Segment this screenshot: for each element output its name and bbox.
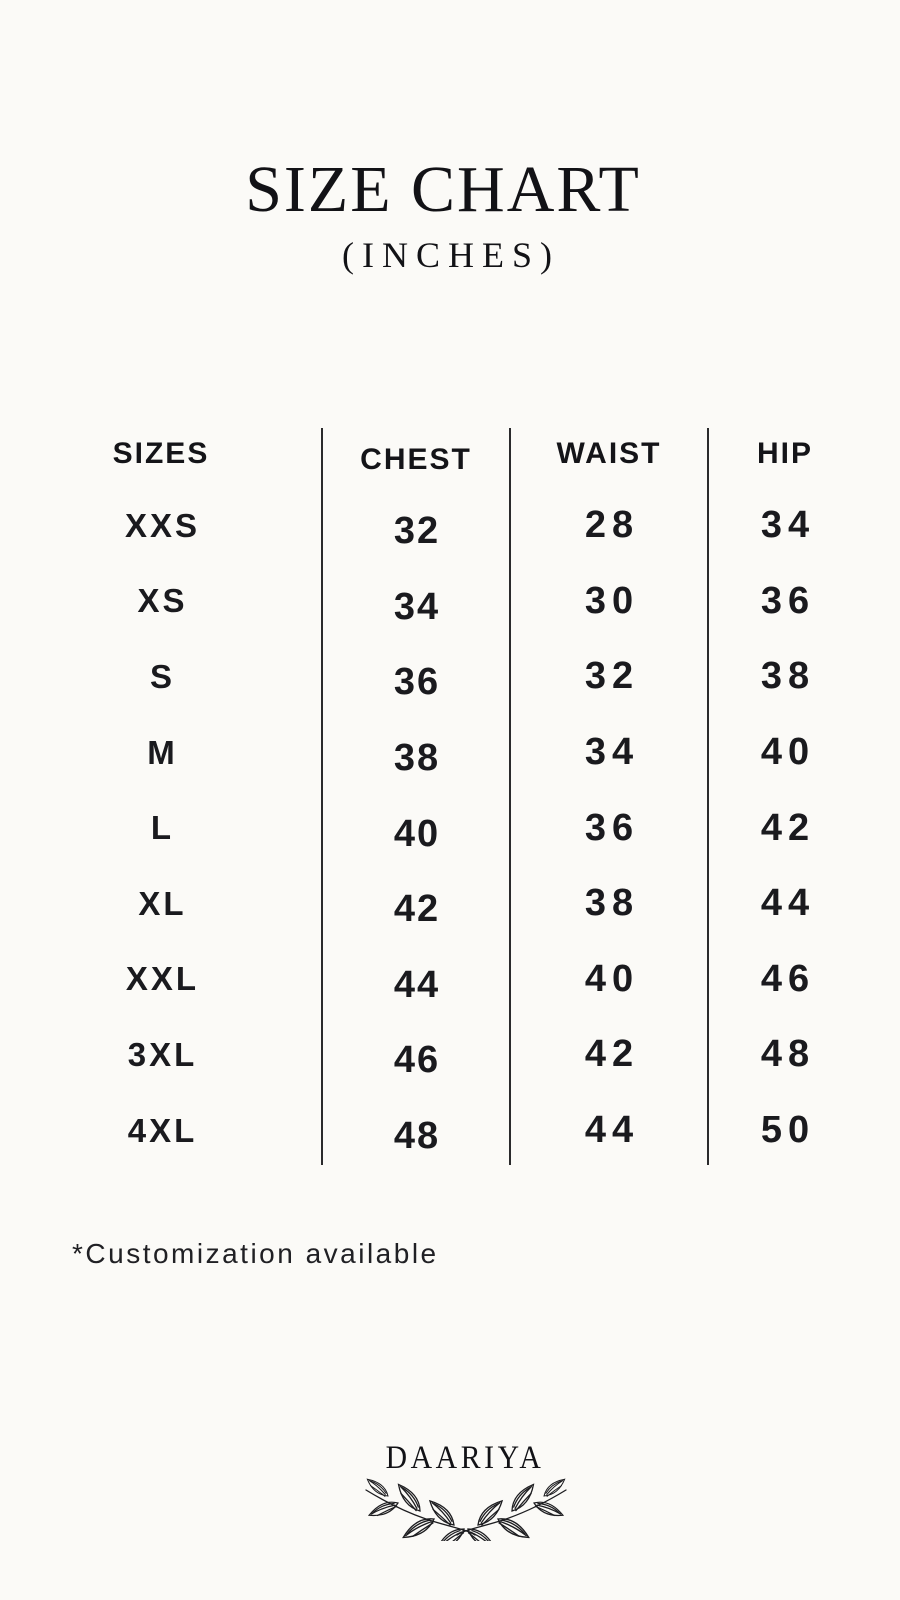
waist-value: 36: [584, 806, 640, 849]
hip-value: 50: [760, 1109, 816, 1152]
table-row-size: 4XL: [127, 1111, 198, 1149]
table-row-size: S: [149, 657, 175, 695]
column-divider: [707, 428, 709, 1165]
column-divider: [509, 428, 511, 1165]
chest-value: 38: [393, 737, 441, 780]
laurel-branches-icon: [356, 1477, 576, 1541]
chest-value: 42: [393, 888, 441, 931]
column-header-sizes: SIZES: [112, 436, 210, 470]
waist-value: 28: [584, 504, 640, 547]
hip-value: 34: [760, 504, 816, 547]
page-title: SIZE CHART: [245, 153, 641, 226]
hip-value: 46: [760, 957, 816, 1000]
page-subtitle: (INCHES): [342, 235, 560, 275]
hip-value: 38: [760, 655, 816, 698]
table-row-size: L: [150, 809, 175, 847]
waist-column: [512, 425, 706, 1168]
hip-value: 42: [760, 806, 816, 849]
chest-value: 48: [393, 1115, 441, 1158]
waist-value: 44: [584, 1109, 640, 1152]
chest-value: 46: [393, 1039, 441, 1082]
sizes-column: [0, 425, 322, 1168]
waist-value: 30: [584, 579, 640, 622]
waist-value: 38: [584, 882, 640, 925]
chest-value: 44: [393, 963, 441, 1006]
brand-name: DAARIYA: [385, 1440, 545, 1476]
table-row-size: XXS: [124, 506, 201, 544]
column-header-hip: HIP: [756, 436, 813, 470]
customization-note: *Customization available: [72, 1238, 439, 1269]
hip-value: 48: [760, 1033, 816, 1076]
hip-value: 44: [760, 882, 816, 925]
waist-value: 32: [584, 655, 640, 698]
chest-column: [324, 431, 508, 1174]
waist-value: 34: [584, 731, 640, 774]
table-row-size: M: [147, 733, 178, 771]
table-row-size: XXL: [125, 960, 200, 998]
table-row-size: 3XL: [127, 1035, 198, 1073]
column-header-chest: CHEST: [360, 442, 472, 476]
size-table: [0, 425, 900, 1170]
chest-value: 34: [393, 585, 441, 628]
chest-value: 36: [393, 661, 441, 704]
hip-value: 36: [760, 579, 816, 622]
waist-value: 42: [584, 1033, 640, 1076]
hip-column: [710, 425, 860, 1168]
chest-value: 40: [393, 812, 441, 855]
waist-value: 40: [584, 957, 640, 1000]
table-row-size: XS: [137, 582, 188, 620]
table-row-size: XL: [138, 884, 187, 922]
chest-value: 32: [393, 510, 441, 553]
hip-value: 40: [760, 731, 816, 774]
column-header-waist: WAIST: [556, 436, 662, 470]
